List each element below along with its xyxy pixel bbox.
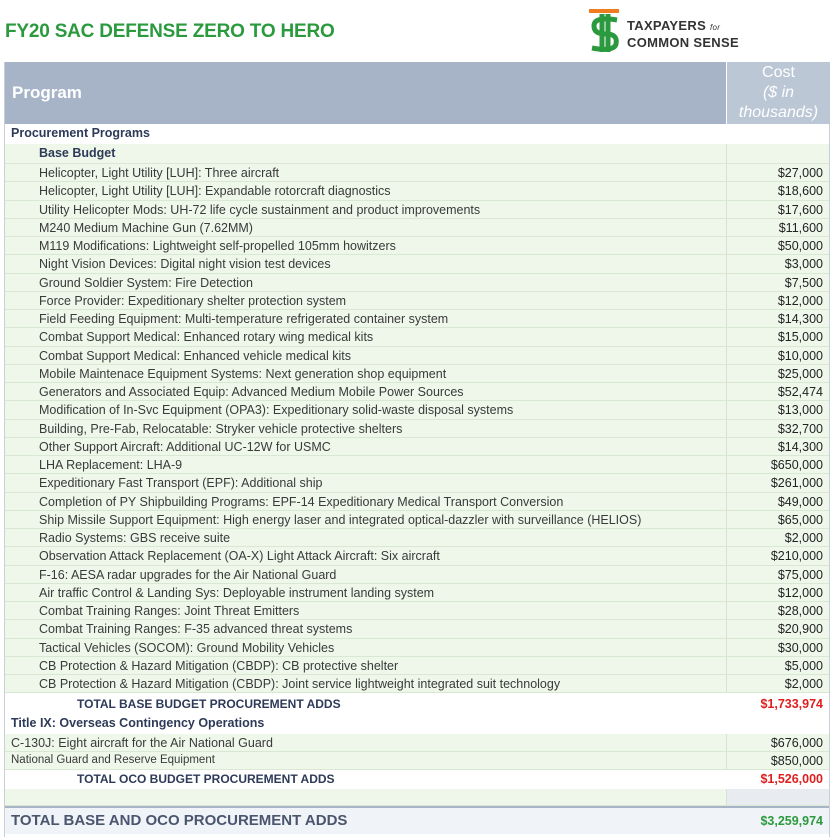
row-name: Tactical Vehicles (SOCOM): Ground Mobility Vehicles xyxy=(39,640,335,655)
table-row xyxy=(5,493,829,511)
row-name: Radio Systems: GBS receive suite xyxy=(39,531,231,545)
spacer-row xyxy=(5,789,829,806)
row-name: Helicopter, Light Utility [LUH]: Three aircraft xyxy=(39,166,280,180)
section-procurement xyxy=(5,124,829,144)
table-row xyxy=(5,529,829,547)
table-row xyxy=(5,383,829,401)
row-name: M119 Modifications: Lightweight self-propelled 105mm howitzers xyxy=(39,239,396,253)
cost-label: Cost xyxy=(762,64,795,81)
table-row xyxy=(5,752,829,770)
table-row xyxy=(5,347,829,365)
grand-total-label: TOTAL BASE AND OCO PROCUREMENT ADDS xyxy=(11,812,348,829)
row-name: Air traffic Control & Landing Sys: Deployable instrument landing system xyxy=(39,585,435,600)
cost-column-header xyxy=(726,62,830,124)
row-cost: $7,500 xyxy=(784,275,823,290)
row-cost: $25,000 xyxy=(777,366,823,381)
cost-cell xyxy=(726,144,829,163)
table-row xyxy=(5,438,829,456)
row-name: Completion of PY Shipbuilding Programs: EPF-14 Expeditionary Medical Transport Conversion xyxy=(39,494,564,509)
row-cost: $17,600 xyxy=(777,202,823,217)
table-row xyxy=(5,602,829,620)
row-name: Building, Pre-Fab, Relocatable: Stryker vehicle protective shelters xyxy=(39,421,403,436)
table-header xyxy=(5,62,829,124)
table-row xyxy=(5,639,829,657)
row-name: Field Feeding Equipment: Multi-temperature refrigerated container system xyxy=(39,312,449,326)
table-row xyxy=(5,734,829,752)
row-cost: $11,600 xyxy=(778,220,823,235)
row-cost: $32,700 xyxy=(777,421,823,436)
row-cost: $2,000 xyxy=(784,677,823,691)
page-title: FY20 SAC DEFENSE ZERO TO HERO xyxy=(5,21,335,42)
row-cost: $18,600 xyxy=(777,184,823,199)
row-cost: $49,000 xyxy=(777,494,823,509)
grand-total-value: $3,259,974 xyxy=(760,814,823,828)
row-cost: $65,000 xyxy=(777,512,823,527)
table-row xyxy=(5,566,829,584)
row-name: Ground Soldier System: Fire Detection xyxy=(39,275,253,290)
taxpayers-logo-icon xyxy=(586,6,622,56)
row-name: Other Support Aircraft: Additional UC-12W for USMC xyxy=(39,439,331,454)
row-cost: $2,000 xyxy=(784,531,823,545)
row-cost: $20,900 xyxy=(777,622,823,637)
row-cost: $5,000 xyxy=(784,658,823,673)
table-row xyxy=(5,237,829,255)
row-name: Ship Missile Support Equipment: High energy laser and integrated optical-dazzler with surveillance (HELIOS) xyxy=(39,512,642,527)
row-cost: $13,000 xyxy=(777,403,823,418)
table-row xyxy=(5,274,829,292)
total-base-label: TOTAL BASE BUDGET PROCUREMENT ADDS xyxy=(77,697,341,711)
row-cost: $850,000 xyxy=(770,754,823,768)
row-name: Night Vision Devices: Digital night vision test devices xyxy=(39,257,331,272)
row-cost: $50,000 xyxy=(777,239,823,253)
table-row xyxy=(5,547,829,565)
row-name: Force Provider: Expeditionary shelter protection system xyxy=(39,293,347,308)
total-oco-row xyxy=(5,770,829,789)
table-row xyxy=(5,474,829,492)
row-name: Mobile Maintenace Equipment Systems: Next generation shop equipment xyxy=(39,366,447,381)
table-row xyxy=(5,201,829,219)
total-base-value: $1,733,974 xyxy=(760,697,823,711)
cost-cell xyxy=(726,789,829,805)
row-cost: $28,000 xyxy=(777,604,823,618)
total-oco-label: TOTAL OCO BUDGET PROCUREMENT ADDS xyxy=(77,772,335,786)
row-cost: $676,000 xyxy=(770,736,823,750)
row-cost: $210,000 xyxy=(770,549,823,564)
row-cost: $10,000 xyxy=(777,348,823,363)
row-name: M240 Medium Machine Gun (7.62MM) xyxy=(39,220,253,235)
procurement-table xyxy=(4,62,830,837)
row-cost: $14,300 xyxy=(777,312,823,326)
table-row xyxy=(5,657,829,675)
table-row xyxy=(5,255,829,273)
row-name: Generators and Associated Equip: Advanced Medium Mobile Power Sources xyxy=(39,385,464,399)
total-oco-value: $1,526,000 xyxy=(760,772,823,786)
grand-total-row xyxy=(5,806,829,834)
row-name: CB Protection & Hazard Mitigation (CBDP): CB protective shelter xyxy=(39,658,399,673)
row-name: National Guard and Reserve Equipment xyxy=(11,754,215,766)
table-row xyxy=(5,219,829,237)
page-header xyxy=(0,0,833,62)
subsection-base-budget xyxy=(5,144,829,164)
row-cost: $15,000 xyxy=(777,330,823,345)
row-name: F-16: AESA radar upgrades for the Air National Guard xyxy=(39,567,337,582)
table-row xyxy=(5,365,829,383)
row-name: Combat Support Medical: Enhanced rotary wing medical kits xyxy=(39,330,374,345)
logo-text xyxy=(627,18,739,50)
row-cost: $75,000 xyxy=(777,567,823,582)
table-row xyxy=(5,456,829,474)
row-name: LHA Replacement: LHA-9 xyxy=(39,458,183,472)
row-name: Combat Training Ranges: F-35 advanced threat systems xyxy=(39,622,353,637)
cost-unit-line1: ($ in xyxy=(762,84,795,101)
row-name: Combat Training Ranges: Joint Threat Emitters xyxy=(39,604,300,618)
row-name: Observation Attack Replacement (OA-X) Light Attack Aircraft: Six aircraft xyxy=(39,549,440,564)
logo xyxy=(586,6,786,56)
program-column-header: Program xyxy=(12,83,82,102)
row-cost: $12,000 xyxy=(777,293,823,308)
logo-line2: COMMON SENSE xyxy=(627,35,739,50)
table-row xyxy=(5,328,829,346)
row-cost: $650,000 xyxy=(770,458,823,472)
cost-unit-line2: thousands) xyxy=(738,104,819,121)
row-cost: $27,000 xyxy=(777,166,823,180)
subsection-label: Base Budget xyxy=(39,146,116,160)
row-name: Expeditionary Fast Transport (EPF): Additional ship xyxy=(39,476,323,491)
row-name: Combat Support Medical: Enhanced vehicle medical kits xyxy=(39,348,351,363)
section-label: Procurement Programs xyxy=(11,126,150,140)
table-row xyxy=(5,310,829,328)
row-cost: $12,000 xyxy=(777,585,823,600)
table-row xyxy=(5,511,829,529)
row-name: C-130J: Eight aircraft for the Air National Guard xyxy=(11,736,273,750)
table-row xyxy=(5,164,829,182)
table-row xyxy=(5,675,829,693)
row-cost: $261,000 xyxy=(770,476,823,491)
row-cost: $3,000 xyxy=(784,257,823,272)
table-row xyxy=(5,620,829,638)
row-name: Utility Helicopter Mods: UH-72 life cycle sustainment and product improvements xyxy=(39,202,481,217)
logo-for: for xyxy=(709,23,721,32)
table-row xyxy=(5,182,829,200)
logo-line1: TAXPAYERS xyxy=(627,18,707,33)
table-row xyxy=(5,401,829,419)
row-cost: $14,300 xyxy=(777,439,823,454)
section-label: Title IX: Overseas Contingency Operations xyxy=(11,716,265,730)
table-row xyxy=(5,584,829,602)
table-row xyxy=(5,292,829,310)
row-cost: $30,000 xyxy=(777,640,823,655)
table-row xyxy=(5,420,829,438)
total-base-row xyxy=(5,695,829,714)
row-name: Modification of In-Svc Equipment (OPA3): Expeditionary solid-waste disposal systems xyxy=(39,403,514,418)
row-cost: $52,474 xyxy=(777,385,823,399)
section-oco xyxy=(5,714,829,734)
row-name: Helicopter, Light Utility [LUH]: Expandable rotorcraft diagnostics xyxy=(39,184,391,199)
row-name: CB Protection & Hazard Mitigation (CBDP): Joint service lightweight integrated suit technology xyxy=(39,677,561,691)
